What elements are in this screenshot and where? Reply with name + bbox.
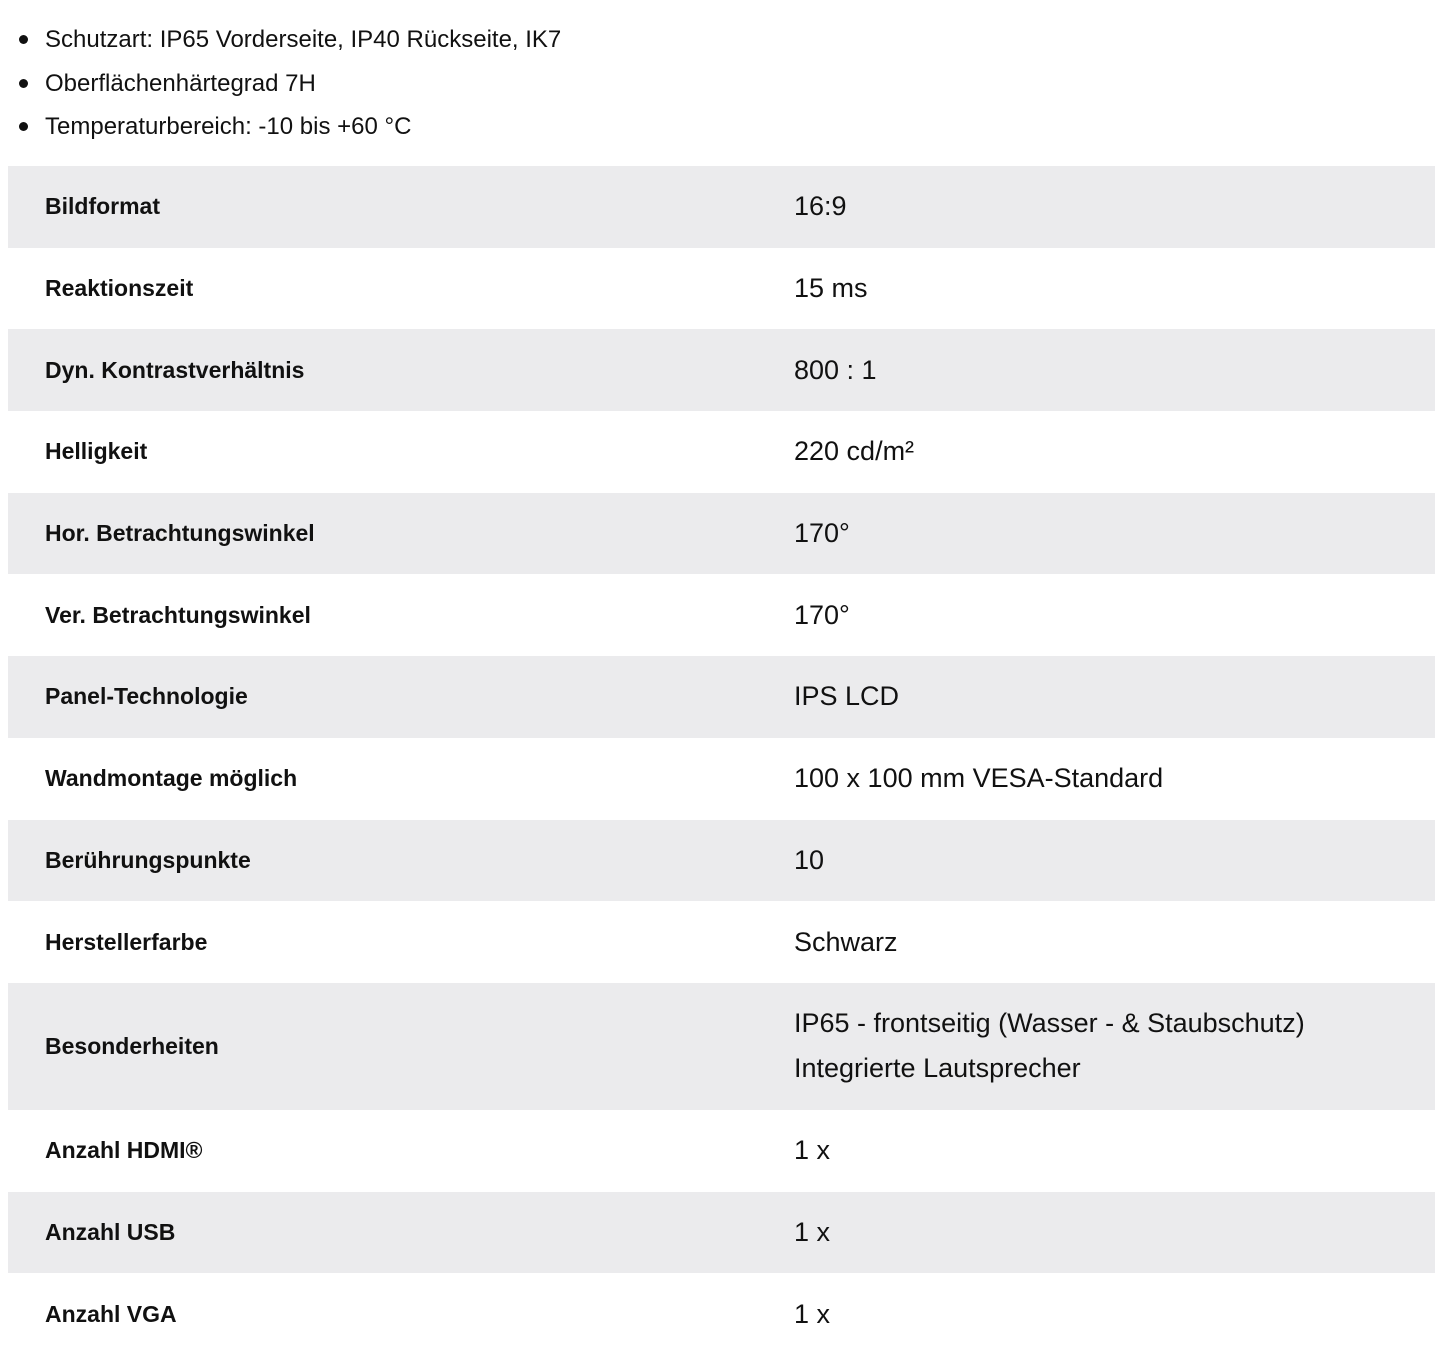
- feature-text: Oberflächenhärtegrad 7H: [45, 69, 316, 97]
- spec-value: 1 x: [794, 1216, 831, 1247]
- spec-label: Herstellerfarbe: [45, 928, 208, 955]
- feature-text: Schutzart: IP65 Vorderseite, IP40 Rückseite, IK7: [45, 26, 562, 53]
- spec-value-line: IP65 - frontseitig (Wasser - & Staubschutz): [794, 1008, 1305, 1039]
- spec-label: Anzahl HDMI®: [45, 1137, 203, 1164]
- spec-row-ver-winkel: [8, 574, 1435, 656]
- spec-value: 220 cd/m²: [794, 436, 915, 467]
- spec-row-usb: [8, 1192, 1435, 1274]
- spec-value-line: Integrierte Lautsprecher: [794, 1053, 1081, 1084]
- bullet-icon: [19, 79, 28, 88]
- spec-value: 100 x 100 mm VESA-Standard: [794, 763, 1164, 794]
- spec-row-vga: [8, 1273, 1435, 1350]
- spec-value: 1 x: [794, 1135, 831, 1166]
- spec-label: Berührungspunkte: [45, 846, 251, 873]
- bullet-icon: [19, 35, 28, 44]
- spec-row-beruehrungspunkte: [8, 820, 1435, 902]
- spec-table: [8, 166, 1435, 1350]
- spec-label: Reaktionszeit: [45, 275, 194, 302]
- spec-label: Ver. Betrachtungswinkel: [45, 601, 311, 628]
- spec-value: 800 : 1: [794, 354, 877, 385]
- spec-label: Helligkeit: [45, 438, 148, 465]
- spec-value: IPS LCD: [794, 681, 900, 712]
- feature-list: [0, 0, 1435, 149]
- bullet-icon: [19, 122, 28, 131]
- spec-row-panel: [8, 656, 1435, 738]
- spec-row-helligkeit: [8, 411, 1435, 493]
- spec-row-besonderheiten: [8, 983, 1435, 1110]
- spec-value: 1 x: [794, 1298, 831, 1329]
- spec-label: Dyn. Kontrastverhältnis: [45, 356, 305, 383]
- feature-text: Temperaturbereich: -10 bis +60 °C: [45, 113, 412, 140]
- feature-list-item: [0, 18, 1435, 62]
- spec-value: 10: [794, 844, 825, 875]
- spec-row-bildformat: [8, 166, 1435, 248]
- spec-label: Anzahl VGA: [45, 1300, 177, 1327]
- spec-label: Anzahl USB: [45, 1218, 176, 1245]
- feature-list-item: [0, 62, 1435, 106]
- spec-label: Besonderheiten: [45, 1032, 219, 1059]
- spec-row-reaktionszeit: [8, 248, 1435, 330]
- spec-row-hor-winkel: [8, 493, 1435, 575]
- spec-label: Hor. Betrachtungswinkel: [45, 520, 315, 547]
- spec-label: Wandmontage möglich: [45, 765, 298, 792]
- spec-value: [794, 1001, 1435, 1091]
- feature-list-item: [0, 105, 1435, 149]
- spec-label: Bildformat: [45, 193, 160, 220]
- spec-label: Panel-Technologie: [45, 683, 248, 710]
- spec-row-herstellerfarbe: [8, 901, 1435, 983]
- spec-value: 170°: [794, 518, 850, 549]
- spec-row-kontrast: [8, 329, 1435, 411]
- spec-value: 15 ms: [794, 273, 868, 304]
- spec-value: 16:9: [794, 191, 847, 222]
- spec-value: 170°: [794, 599, 850, 630]
- spec-row-hdmi: [8, 1110, 1435, 1192]
- spec-value: Schwarz: [794, 926, 898, 957]
- spec-row-wandmontage: [8, 738, 1435, 820]
